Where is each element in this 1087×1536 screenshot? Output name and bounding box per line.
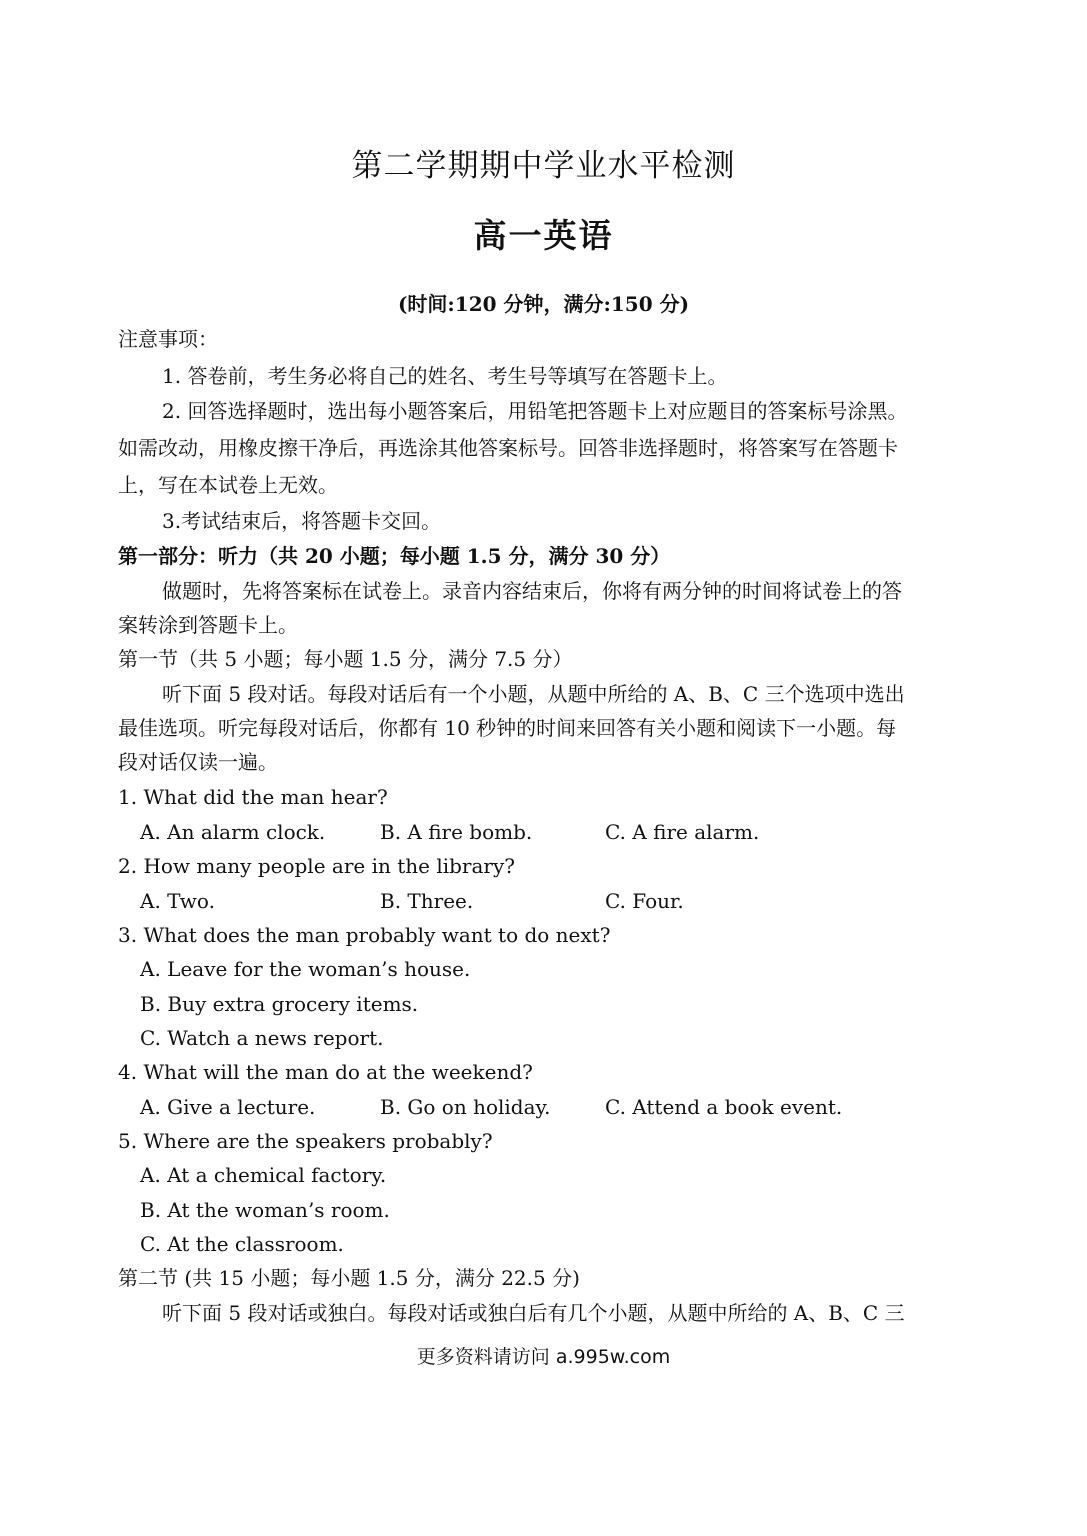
question-5-option-b: B. At the woman’s room. <box>140 1198 390 1222</box>
part1-heading: 第一部分：听力（共 20 小题；每小题 1.5 分，满分 30 分） <box>118 544 671 568</box>
question-2: 2. How many people are in the library? <box>118 854 515 878</box>
part1-intro-line-1: 做题时，先将答案标在试卷上。录音内容结束后，你将有两分钟的时间将试卷上的答 <box>162 579 902 603</box>
question-2-option-c: C. Four. <box>605 889 684 913</box>
section1-intro-line-1: 听下面 5 段对话。每段对话后有一个小题，从题中所给的 A、B、C 三个选项中选出 <box>162 682 905 706</box>
section2-intro-line-1: 听下面 5 段对话或独白。每段对话或独白后有几个小题，从题中所给的 A、B、C 三 <box>162 1301 905 1325</box>
question-3: 3. What does the man probably want to do next? <box>118 923 611 947</box>
question-4-option-b: B. Go on holiday. <box>380 1095 551 1119</box>
section2-heading: 第二节 (共 15 小题；每小题 1.5 分，满分 22.5 分) <box>118 1266 580 1290</box>
section1-heading: 第一节（共 5 小题；每小题 1.5 分，满分 7.5 分） <box>118 647 573 671</box>
notice-item-2-line-1: 2. 回答选择题时，选出每小题答案后，用铅笔把答题卡上对应题目的答案标号涂黑。 <box>162 399 908 423</box>
question-5: 5. Where are the speakers probably? <box>118 1129 493 1153</box>
question-1-option-b: B. A fire bomb. <box>380 820 533 844</box>
question-1-option-c: C. A fire alarm. <box>605 820 760 844</box>
footer-link[interactable]: 更多资料请访问 a.995w.com <box>416 1346 671 1368</box>
question-5-option-c: C. At the classroom. <box>140 1232 344 1256</box>
question-1: 1. What did the man hear? <box>118 785 388 809</box>
question-2-option-b: B. Three. <box>380 889 474 913</box>
notice-heading: 注意事项： <box>118 327 218 351</box>
part1-intro-line-2: 案转涂到答题卡上。 <box>118 613 298 637</box>
section1-intro-line-3: 段对话仅读一遍。 <box>118 750 278 774</box>
question-4-option-c: C. Attend a book event. <box>605 1095 843 1119</box>
question-3-option-b: B. Buy extra grocery items. <box>140 992 419 1016</box>
section1-intro-line-2: 最佳选项。听完每段对话后，你都有 10 秒钟的时间来回答有关小题和阅读下一小题。每 <box>118 716 897 740</box>
question-3-option-c: C. Watch a news report. <box>140 1026 384 1050</box>
exam-time-info: (时间:120 分钟，满分:150 分) <box>397 292 690 316</box>
question-4: 4. What will the man do at the weekend? <box>118 1060 533 1084</box>
question-3-option-a: A. Leave for the woman’s house. <box>140 957 471 981</box>
notice-item-2-line-2: 如需改动，用橡皮擦干净后，再选涂其他答案标号。回答非选择题时，将答案写在答题卡 <box>118 436 898 460</box>
question-4-option-a: A. Give a lecture. <box>140 1095 316 1119</box>
question-2-option-a: A. Two. <box>140 889 215 913</box>
notice-item-1: 1. 答卷前，考生务必将自己的姓名、考生号等填写在答题卡上。 <box>162 364 728 388</box>
notice-item-3: 3.考试结束后，将答题卡交回。 <box>162 509 442 533</box>
exam-subject: 高一英语 <box>473 216 614 255</box>
question-1-option-a: A. An alarm clock. <box>140 820 326 844</box>
exam-title: 第二学期期中学业水平检测 <box>351 148 736 184</box>
question-5-option-a: A. At a chemical factory. <box>140 1163 387 1187</box>
notice-item-2-line-3: 上，写在本试卷上无效。 <box>118 473 338 497</box>
